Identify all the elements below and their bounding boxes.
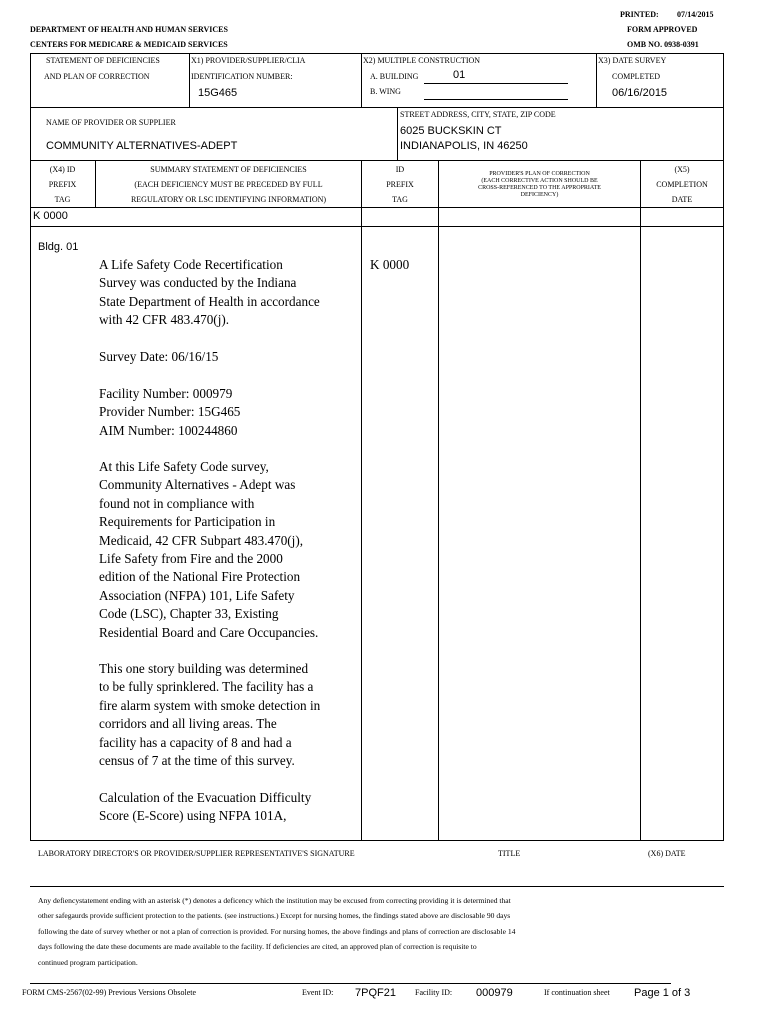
event-id-value: 7PQF21 <box>355 987 396 999</box>
building-value: 01 <box>453 69 466 81</box>
address-line-2: INDIANAPOLIS, IN 46250 <box>400 140 528 152</box>
provider-id-value: 15G465 <box>198 87 238 99</box>
survey-date-value: 06/16/2015 <box>612 87 668 99</box>
x3-label: X3) DATE SURVEY <box>598 56 667 65</box>
summary-label-3: REGULATORY OR LSC IDENTIFYING INFORMATION) <box>130 195 327 204</box>
x4-id-label: (X4) ID <box>49 165 76 174</box>
signature-label: LABORATORY DIRECTOR'S OR PROVIDER/SUPPLIER REPRESENTATIVE'S SIGNATURE <box>38 849 355 858</box>
right-prefix-tag: K 0000 <box>370 257 410 272</box>
statement-label-2: AND PLAN OF CORRECTION <box>44 72 150 81</box>
paragraph-building: This one story building was determined to be fully sprinklered. The facility has a fire alarm system with smoke detection in corridors and all living areas. The facility has a capacity of 8 and had a census of 7 at the time of this survey. <box>99 661 321 769</box>
title-label: TITLE <box>498 849 521 858</box>
building-tag: Bldg. 01 <box>38 241 79 253</box>
x4-prefix-label: PREFIX <box>48 180 77 189</box>
statement-label-1: STATEMENT OF DEFICIENCIES <box>46 56 160 65</box>
form-approved: FORM APPROVED <box>627 25 698 34</box>
paragraph-escore: Calculation of the Evacuation Difficulty Score (E-Score) using NFPA 101A, <box>99 790 312 824</box>
printed-date: 07/14/2015 <box>677 10 714 19</box>
paragraph-intro: A Life Safety Code Recertification Survey was conducted by the Indiana State Department of Health in accordance with 42 CFR 483.470(j). <box>99 257 320 328</box>
summary-label-2: (EACH DEFICIENCY MUST BE PRECEDED BY FULL <box>134 180 323 189</box>
x5-label: (X5) <box>674 165 690 174</box>
left-prefix-tag: K 0000 <box>33 210 68 222</box>
page-number: Page 1 of 3 <box>634 987 691 999</box>
paragraph-numbers: Facility Number: 000979 Provider Number: 15G465 AIM Number: 100244860 <box>99 386 241 438</box>
printed-label: PRINTED: <box>620 10 659 19</box>
x3-label-2: COMPLETED <box>612 72 660 81</box>
department-title: DEPARTMENT OF HEALTH AND HUMAN SERVICES <box>30 25 228 34</box>
address-label: STREET ADDRESS, CITY, STATE, ZIP CODE <box>400 110 556 119</box>
facility-id-value: 000979 <box>476 987 513 999</box>
provider-name-label: NAME OF PROVIDER OR SUPPLIER <box>46 118 176 127</box>
provider-name-value: COMMUNITY ALTERNATIVES-ADEPT <box>46 140 238 152</box>
continuation-label: If continuation sheet <box>544 988 610 997</box>
paragraph-survey-date: Survey Date: 06/16/15 <box>99 349 219 364</box>
plan-label: PROVIDER'S PLAN OF CORRECTION (EACH CORRECTIVE ACTION SHOULD BE CROSS-REFERENCED TO THE APPROPRIATE DEFICIENCY) <box>478 171 601 198</box>
x1-label-2: IDENTIFICATION NUMBER: <box>191 72 293 81</box>
form-number: FORM CMS-2567(02-99) Previous Versions Obsolete <box>22 988 197 997</box>
x6-date-label: (X6) DATE <box>648 849 686 858</box>
summary-label-1: SUMMARY STATEMENT OF DEFICIENCIES <box>150 165 307 174</box>
x1-label: X1) PROVIDER/SUPPLIER/CLIA <box>191 56 306 65</box>
address-line-1: 6025 BUCKSKIN CT <box>400 125 502 137</box>
id-prefix-label: PREFIX <box>386 180 414 189</box>
date-label: DATE <box>671 195 693 204</box>
event-id-label: Event ID: <box>302 988 334 997</box>
wing-label: B. WING <box>370 87 401 96</box>
building-label: A. BUILDING <box>370 72 419 81</box>
id-label: ID <box>395 165 405 174</box>
x4-tag-label: TAG <box>54 195 71 204</box>
x2-label: X2) MULTIPLE CONSTRUCTION <box>363 56 481 65</box>
disclaimer-text: Any defiencystatement ending with an asterisk (*) denotes a deficency which the institution may be excused from correcting providing it is determined that other safegaurds provide sufficient protection to the patients. (see instructions.) Except for nursing homes, the findings stated above are disclosable 90 days following the date of survey whether or not a plan of correction is provided. For nursing homes, the above findings and plans of correction are disclosable 14 days following the date these documents are made available to the facility. If deficiencies are cited, an approved plan of correction is requisite to continued program participation. <box>38 896 516 967</box>
id-tag-label: TAG <box>392 195 408 204</box>
facility-id-label: Facility ID: <box>415 988 453 997</box>
paragraph-compliance: At this Life Safety Code survey, Community Alternatives - Adept was found not in compliance with Requirements for Participation in Medicaid, 42 CFR Subpart 483.470(j), Life Safety from Fire and the 2000 edition of the National Fire Protection Association (NFPA) 101, Life Safety Code (LSC), Chapter 33, Existing Residential Board and Care Occupancies. <box>99 459 319 640</box>
omb-number: OMB NO. 0938-0391 <box>627 40 699 49</box>
completion-label: COMPLETION <box>656 180 708 189</box>
centers-title: CENTERS FOR MEDICARE & MEDICAID SERVICES <box>30 40 228 49</box>
